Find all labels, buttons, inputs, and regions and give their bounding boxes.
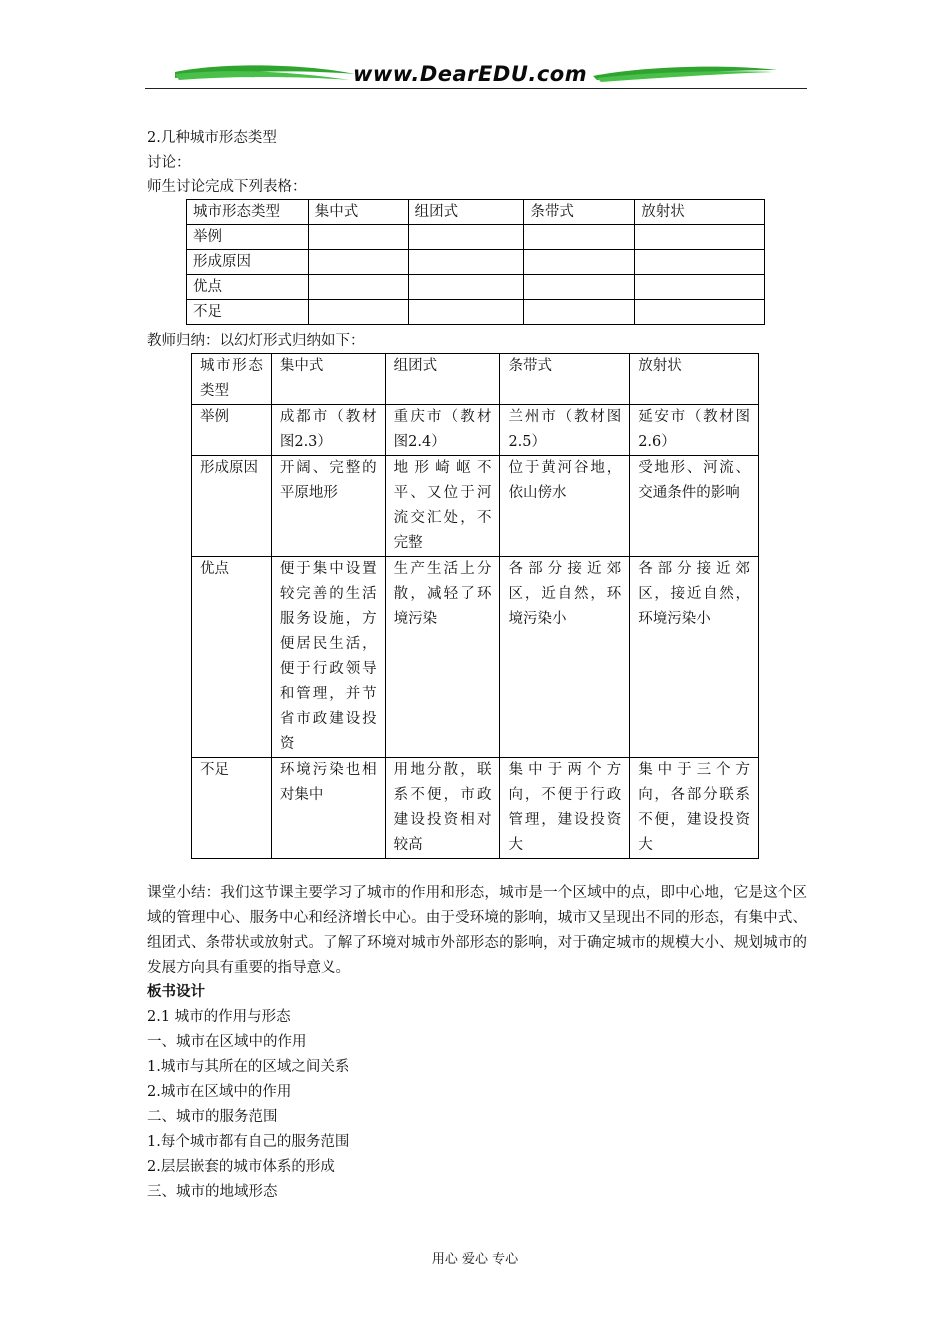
- table-cell: 环境污染也相对集中: [271, 758, 385, 859]
- empty-cell: [308, 225, 408, 250]
- empty-cell: [635, 275, 765, 300]
- table-cell: 集中于两个方向，不便于行政管理，建设投资大: [500, 758, 630, 859]
- row-label: 优点: [192, 557, 272, 758]
- table-cell: 各部分接近郊区，接近自然，环境污染小: [630, 557, 759, 758]
- row-label: 举例: [192, 405, 272, 456]
- page-footer: 用心 爱心 专心: [431, 1252, 519, 1267]
- table-row: [192, 557, 759, 758]
- table-row: [192, 758, 759, 859]
- empty-cell: [408, 250, 524, 275]
- table-cell: 延安市（教材图2.6）: [630, 405, 759, 456]
- table-header-cell: 放射状: [630, 354, 759, 405]
- table-header-cell: 条带式: [500, 354, 630, 405]
- empty-cell: [524, 275, 635, 300]
- header-rule: [145, 88, 807, 89]
- board-line: 2.1 城市的作用与形态: [147, 1009, 291, 1025]
- table-cell: 用地分散，联系不便，市政建设投资相对较高: [385, 758, 500, 859]
- table-cell: 受地形、河流、交通条件的影响: [630, 456, 759, 557]
- table-cell: 生产生活上分散，减轻了环境污染: [385, 557, 500, 758]
- table-header-cell: 条带式: [524, 200, 635, 225]
- board-line: 二、城市的服务范围: [147, 1109, 278, 1125]
- lesson-summary: 课堂小结：我们这节课主要学习了城市的作用和形态，城市是一个区域中的点，即中心地，它是这个区域的管理中心、服务中心和经济增长中心。由于受环境的影响，城市又呈现出不同的形态，有集中式、组团式、条带状或放射式。了解了环境对城市外部形态的影响，对于确定城市的规模大小、规划城市的发展方向具有重要的指导意义。: [147, 885, 807, 976]
- table-cell: 开阔、完整的平原地形: [271, 456, 385, 557]
- board-line: 三、城市的地域形态: [147, 1184, 278, 1200]
- table-header-cell: 放射状: [635, 200, 765, 225]
- table-cell: 地形崎岖不平、又位于河流交汇处，不完整: [385, 456, 500, 557]
- table-header-cell: 组团式: [408, 200, 524, 225]
- table1-intro: 师生讨论完成下列表格：: [147, 179, 307, 195]
- page-header: [145, 58, 807, 90]
- board-line: 2.层层嵌套的城市体系的形成: [147, 1159, 335, 1175]
- discussion-label: 讨论：: [147, 155, 191, 171]
- table2-intro: 教师归纳：以幻灯形式归纳如下：: [147, 333, 365, 349]
- table-header-row: [187, 200, 765, 225]
- table-header-row: [192, 354, 759, 405]
- board-line: 2.城市在区域中的作用: [147, 1084, 292, 1100]
- board-design-title: 板书设计: [147, 983, 205, 1000]
- row-label: 举例: [187, 225, 309, 250]
- table-header-cell: 城市形态类型: [192, 354, 272, 405]
- table-cell: 重庆市（教材图2.4）: [385, 405, 500, 456]
- empty-cell: [524, 250, 635, 275]
- empty-cell: [635, 300, 765, 325]
- row-label: 优点: [187, 275, 309, 300]
- empty-cell: [308, 250, 408, 275]
- board-line: 1.每个城市都有自己的服务范围: [147, 1134, 350, 1150]
- table-row: [187, 225, 765, 250]
- table-cell: 便于集中设置较完善的生活服务设施，方便居民生活，便于行政领导和管理，并节省市政建设投资: [271, 557, 385, 758]
- table-row: [187, 300, 765, 325]
- board-line: 一、城市在区域中的作用: [147, 1034, 307, 1050]
- table-row: [187, 250, 765, 275]
- site-logo-text[interactable]: www.DearEDU.com: [353, 62, 588, 86]
- table-cell: 成都市（教材图2.3）: [271, 405, 385, 456]
- empty-cell: [408, 275, 524, 300]
- empty-cell: [635, 225, 765, 250]
- table-header-cell: 集中式: [308, 200, 408, 225]
- section-title: 2.几种城市形态类型: [147, 130, 277, 146]
- table-row: [187, 275, 765, 300]
- empty-cell: [308, 300, 408, 325]
- table-cell: 位于黄河谷地，依山傍水: [500, 456, 630, 557]
- summary-table: [191, 353, 759, 859]
- empty-cell: [635, 250, 765, 275]
- row-label: 形成原因: [192, 456, 272, 557]
- empty-cell: [524, 225, 635, 250]
- table-row: [192, 405, 759, 456]
- row-label: 不足: [187, 300, 309, 325]
- blank-discussion-table: [186, 199, 765, 325]
- empty-cell: [524, 300, 635, 325]
- table-cell: 集中于三个方向，各部分联系不便，建设投资大: [630, 758, 759, 859]
- row-label: 形成原因: [187, 250, 309, 275]
- table-header-cell: 组团式: [385, 354, 500, 405]
- table-cell: 兰州市（教材图2.5）: [500, 405, 630, 456]
- empty-cell: [308, 275, 408, 300]
- empty-cell: [408, 225, 524, 250]
- table-cell: 各部分接近郊区，近自然，环境污染小: [500, 557, 630, 758]
- table-header-cell: 城市形态类型: [187, 200, 309, 225]
- row-label: 不足: [192, 758, 272, 859]
- table-header-cell: 集中式: [271, 354, 385, 405]
- table-row: [192, 456, 759, 557]
- empty-cell: [408, 300, 524, 325]
- board-line: 1.城市与其所在的区域之间关系: [147, 1059, 350, 1075]
